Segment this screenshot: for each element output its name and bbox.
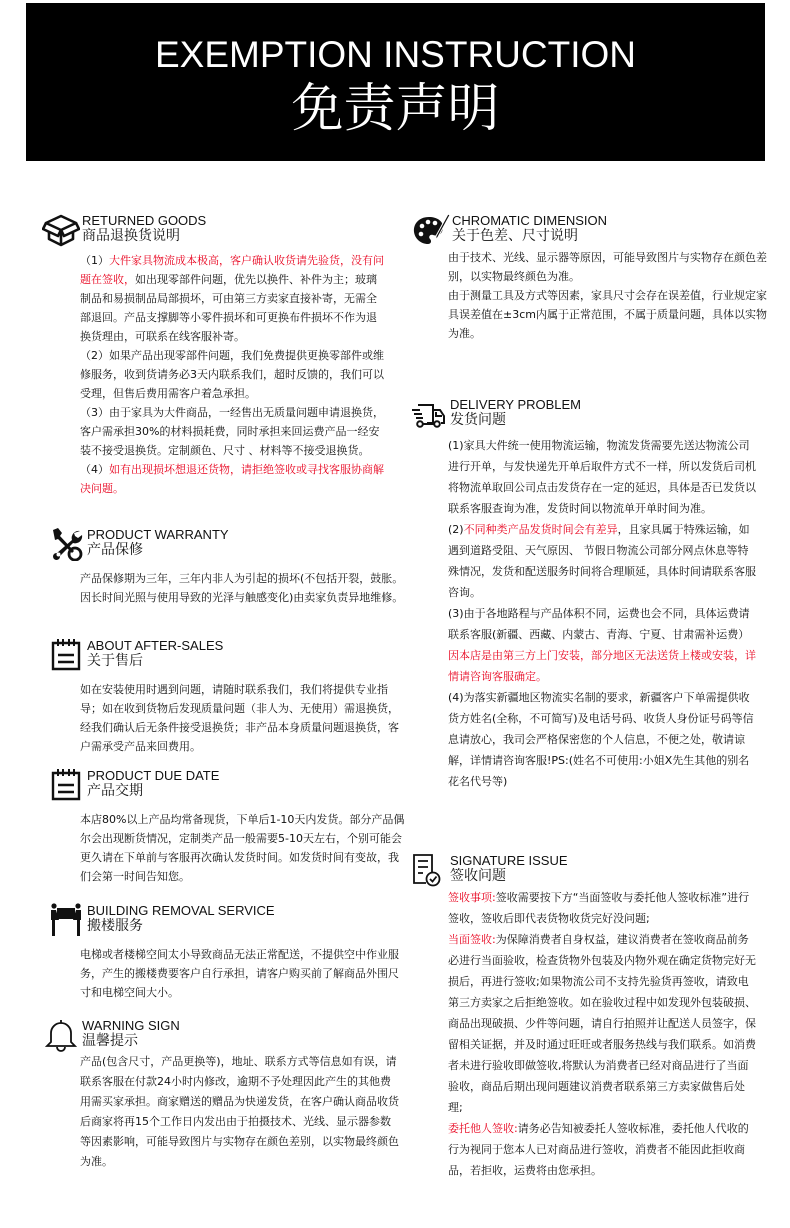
calendar-icon — [50, 638, 82, 672]
section-warning-sign — [45, 1018, 405, 1172]
section-title-zh: 签收问题 — [450, 868, 506, 884]
section-returned-goods — [42, 213, 392, 498]
highlight-text: 如有出现损坏想退还货物，请拒绝签收或寻找客服协商解决问题。 — [80, 463, 384, 495]
movers-icon — [50, 903, 82, 937]
section-title-zh: 搬楼服务 — [87, 918, 143, 934]
para-number: （2） — [80, 349, 109, 362]
open-box-icon — [42, 213, 80, 247]
highlight-label: 当面签收: — [448, 933, 496, 946]
body-text: 产品(包含尺寸，产品更换等)，地址、联系方式等信息如有误，请联系客服在付款24小时内修改，逾期不予处理因此产生的其他费用需买家承担。商家赠送的赠品为快递发货，在客户确认商品收货后商家将再15个工作日内发出由于拍摄技术、光线、显示器参数等因素影响，可能导致图片与实物存在颜色差别，以实物最终颜色为准。 — [80, 1055, 399, 1168]
section-title-en: CHROMATIC DIMENSION — [452, 213, 608, 228]
tools-icon — [50, 527, 84, 561]
body-text: (4)为落实新疆地区物流实名制的要求，新疆客户下单需提供收货方姓名(全称，不可简写)及电话号码、收货人身份证号码等信息请放心，我司会严格保密您的个人信息，不便之处，敬请谅解，详情请咨询客服!PS:(姓名不可使用:小姐X先生其他的别名花名代号等) — [448, 691, 754, 788]
section-chromatic-dimension — [412, 213, 772, 343]
bell-icon — [45, 1018, 77, 1052]
para-number: （3） — [80, 406, 109, 419]
calendar-icon — [50, 768, 82, 802]
body-text: (1)家具大件统一使用物流运输，物流发货需要先送达物流公司进行开单，与发快递先开单后取件方式不一样，所以发货后司机将物流单取回公司点击发货存在一定的延迟，具体是否已发货以联系客服查询为准，发货时间以物流单开单时间为准。 — [448, 439, 756, 515]
highlight-text: 大件家具物流成本极高，客户确认收货请先验货，没有问题在签收， — [80, 254, 384, 286]
highlight-text: 不同种类产品发货时间会有差异 — [463, 523, 618, 536]
section-title-en: ABOUT AFTER-SALES — [87, 638, 224, 653]
section-title-en: PRODUCT WARRANTY — [87, 527, 229, 542]
section-title-en: SIGNATURE ISSUE — [450, 853, 568, 868]
body-text: 电梯或者楼梯空间太小导致商品无法正常配送，不提供空中作业服务，产生的搬楼费要客户自行承担，请客户购买前了解商品外围尺寸和电梯空间大小。 — [80, 948, 399, 999]
section-title-zh: 产品交期 — [87, 783, 143, 799]
section-title-zh: 产品保修 — [87, 542, 143, 558]
section-title-en: WARNING SIGN — [82, 1018, 180, 1033]
document-check-icon — [410, 853, 444, 887]
section-title-zh: 商品退换货说明 — [82, 228, 180, 244]
banner-title-zh: 免责声明 — [291, 79, 500, 139]
section-title-zh: 关于售后 — [87, 653, 143, 669]
section-title-zh: 发货问题 — [450, 412, 506, 428]
body-text: 如在安装使用时遇到问题，请随时联系我们，我们将提供专业指导；如在收到货物后发现质量问题（非人为、无使用）需退换货，经我们确认后无条件接受退换货；非产品本身质量问题退换货，客户需承受产品来回费用。 — [80, 683, 399, 753]
body-text: 签收需要按下方“当面签收与委托他人签收标准”进行签收，签收后即代表货物收货完好没问题; — [448, 891, 750, 925]
header-banner — [26, 3, 765, 161]
banner-title-en: EXEMPTION INSTRUCTION — [154, 34, 637, 75]
section-title-en: BUILDING REMOVAL SERVICE — [87, 903, 275, 918]
body-text: 由于技术、光线、显示器等原因，可能导致图片与实物存在颜色差别，以实物最终颜色为准。 — [448, 251, 767, 283]
para-number: （1） — [80, 254, 109, 267]
palette-icon — [412, 213, 452, 247]
body-text: 由于测量工具及方式等因素，家具尺寸会存在误差值，行业规定家具误差值在±3cm内属于正常范围，不属于质量问题，具体以实物为准。 — [448, 289, 767, 340]
highlight-label: 委托他人签收: — [448, 1122, 518, 1135]
section-title-zh: 温馨提示 — [82, 1033, 138, 1049]
body-text: 本店80%以上产品均常备现货，下单后1-10天内发货。部分产品偶尔会出现断货情况，定制类产品一般需要5-10天左右，个别可能会更久请在下单前与客服再次确认发货时间。如发货时间有变故，我们会第一时间告知您。 — [80, 813, 405, 883]
para-number: (2) — [448, 523, 464, 536]
section-product-warranty — [50, 527, 405, 607]
section-title-en: PRODUCT DUE DATE — [87, 768, 220, 783]
highlight-text: 因本店是由第三方上门安装，部分地区无法送货上楼或安装，详情请咨询客服确定。 — [448, 649, 756, 683]
highlight-label: 签收事项: — [448, 891, 496, 904]
truck-icon — [410, 397, 446, 431]
body-text: 如出现零部件问题，优先以换件、补件为主；玻璃制品和易损制品局部损坏，可由第三方卖家直接补寄，无需全部退回。产品支撑脚等小零件损坏和可更换布件损坏不作为退换货理由，可联系在线客服补寄。 — [80, 273, 377, 343]
section-title-en: DELIVERY PROBLEM — [450, 397, 582, 412]
section-title-zh: 关于色差、尺寸说明 — [452, 228, 578, 244]
section-building-removal — [50, 903, 405, 1002]
body-text: ，且家具属于特殊运输，如遇到道路受阻、天气原因、 节假日物流公司部分网点休息等特殊情况，发货和配送服务时间将合理顺延，具体时间请联系客服咨询。 — [448, 523, 756, 599]
body-text: 产品保修期为三年，三年内非人为引起的损坏(不包括开裂，鼓胀。因长时间光照与使用导致的光泽与触感变化)由卖家负责异地维修。 — [80, 572, 404, 604]
body-text: 由于家具为大件商品，一经售出无质量问题申请退换货，客户需承担30%的材料损耗费，同时承担来回运费产品一经安装不接受退换货。定制颜色、尺寸 、材料等不接受退换货。 — [80, 406, 384, 457]
section-delivery-problem — [410, 397, 772, 792]
body-text: 请务必告知被委托人签收标准，委托他人代收的行为视同于您本人已对商品进行签收，消费者不能因此拒收商品，若拒收，运费将由您承担。 — [448, 1122, 749, 1177]
section-after-sales — [50, 638, 405, 756]
body-text: (3)由于各地路程与产品体积不同，运费也会不同，具体运费请联系客服(新疆、西藏、内蒙古、青海、宁夏、甘肃需补运费） — [448, 607, 750, 641]
body-text: 如果产品出现零部件问题，我们免费提供更换零部件或维修服务，收到货请务必3天内联系我们，超时反馈的，我们可以受理，但售后费用需客户着急承担。 — [80, 349, 384, 400]
section-signature-issue — [410, 853, 772, 1181]
section-due-date — [50, 768, 405, 886]
para-number: （4） — [80, 463, 109, 476]
section-title-en: RETURNED GOODS — [82, 213, 207, 228]
body-text: 为保障消费者自身权益，建议消费者在签收商品前务必进行当面验收，检查货物外包装及内物外观在确定货物完好无损后，再进行签收;如果物流公司不支持先验货再签收，请致电第三方卖家之后拒绝签收。如在验收过程中如发现外包装破损、商品出现破损、少件等问题，请自行拍照并让配送人员签字，保留相关证据，并及时通过旺旺或者服务热线与我们联系。如消费者未进行验收即做签收,将默认为消费者已经对商品进行了当面验收，商品后期出现问题建议消费者联系第三方卖家做售后处理; — [448, 933, 756, 1114]
